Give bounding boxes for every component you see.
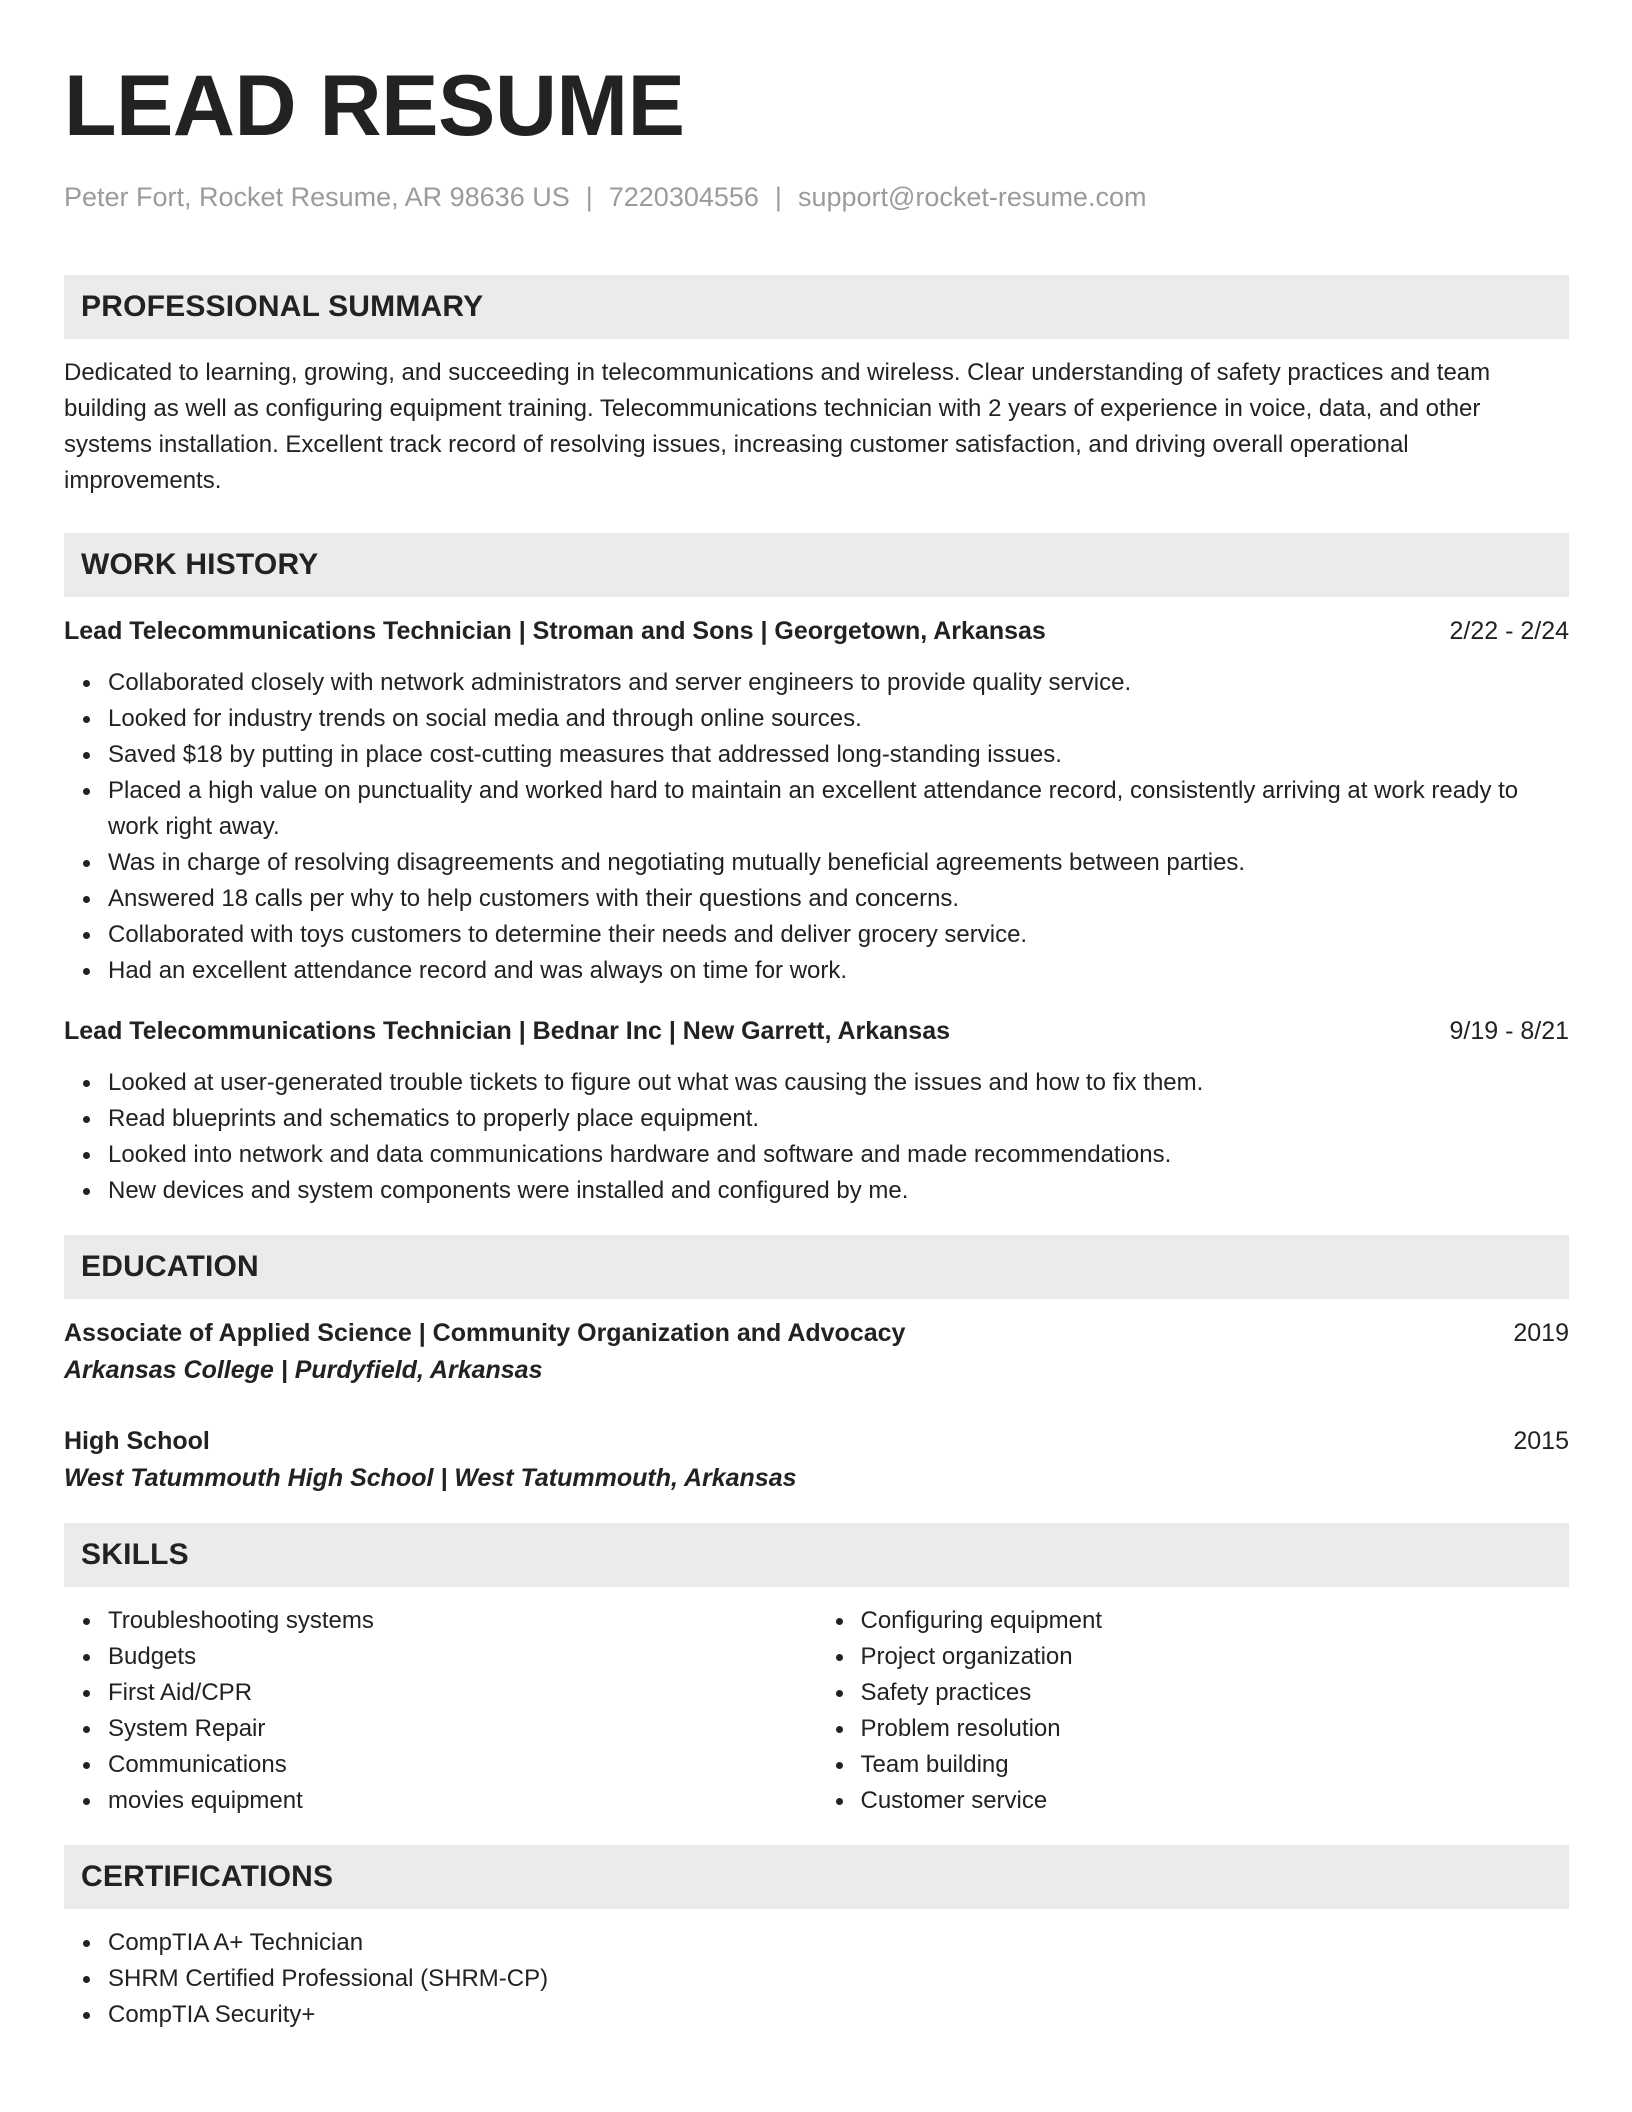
certification-item: CompTIA A+ Technician xyxy=(108,1925,1569,1961)
job-bullet: Looked for industry trends on social media and through online sources. xyxy=(108,701,1569,737)
certification-item: CompTIA Security+ xyxy=(108,1997,1569,2033)
contact-line xyxy=(64,180,1569,214)
skill-item: Problem resolution xyxy=(861,1711,1570,1747)
education-degree: Associate of Applied Science | Community Organization and Advocacy xyxy=(64,1319,906,1347)
education-year: 2015 xyxy=(1513,1427,1569,1455)
summary-text: Dedicated to learning, growing, and succeeding in telecommunications and wireless. Clear understanding of safety practices and team building as well as configuring equipment training. Telecommunications technician with 2 years of experience in voice, data, and other systems installation. Excellent track record of resolving issues, increasing customer satisfaction, and driving overall operational improvements. xyxy=(64,359,1491,494)
job-bullet: Placed a high value on punctuality and worked hard to maintain an excellent attendance record, consistently arriving at work ready to work right away. xyxy=(108,773,1569,845)
skills-columns xyxy=(64,1587,1569,1819)
skill-item: Team building xyxy=(861,1747,1570,1783)
education-school: Arkansas College | Purdyfield, Arkansas xyxy=(64,1356,543,1384)
skill-item: Configuring equipment xyxy=(861,1603,1570,1639)
section-header-education: EDUCATION xyxy=(64,1235,1569,1299)
job-bullet: Looked into network and data communications hardware and software and made recommendations. xyxy=(108,1137,1569,1173)
skill-item: Communications xyxy=(108,1747,817,1783)
job-bullet: Was in charge of resolving disagreements and negotiating mutually beneficial agreements between parties. xyxy=(108,845,1569,881)
job-title: Lead Telecommunications Technician | Bednar Inc | New Garrett, Arkansas xyxy=(64,1017,951,1045)
skill-item: Troubleshooting systems xyxy=(108,1603,817,1639)
section-header-work-history: WORK HISTORY xyxy=(64,533,1569,597)
education-school: West Tatummouth High School | West Tatummouth, Arkansas xyxy=(64,1464,797,1492)
skill-item: Project organization xyxy=(861,1639,1570,1675)
contact-address: Peter Fort, Rocket Resume, AR 98636 US xyxy=(64,182,570,212)
contact-separator: | xyxy=(585,182,593,212)
skill-item: Budgets xyxy=(108,1639,817,1675)
contact-email: support@rocket-resume.com xyxy=(797,182,1147,212)
job-dates: 2/22 - 2/24 xyxy=(1449,617,1569,645)
job-bullet: New devices and system components were installed and configured by me. xyxy=(108,1173,1569,1209)
job-bullet-list xyxy=(64,1065,1569,1209)
job-bullet: Saved $18 by putting in place cost-cutting measures that addressed long-standing issues. xyxy=(108,737,1569,773)
skill-item: System Repair xyxy=(108,1711,817,1747)
job-bullet: Collaborated closely with network administrators and server engineers to provide quality service. xyxy=(108,665,1569,701)
job-bullet-list xyxy=(64,665,1569,989)
skills-list-left xyxy=(64,1603,817,1819)
skills-list-right xyxy=(817,1603,1570,1819)
education-heading xyxy=(64,1315,1569,1351)
education-heading xyxy=(64,1423,1569,1459)
certifications-list xyxy=(64,1925,1569,2033)
job-bullet: Had an excellent attendance record and was always on time for work. xyxy=(108,953,1569,989)
education-year: 2019 xyxy=(1513,1319,1569,1347)
job-bullet: Collaborated with toys customers to determine their needs and deliver grocery service. xyxy=(108,917,1569,953)
job-title: Lead Telecommunications Technician | Stroman and Sons | Georgetown, Arkansas xyxy=(64,617,1046,645)
contact-phone: 7220304556 xyxy=(608,182,759,212)
job-heading xyxy=(64,1013,1569,1049)
section-header-skills: SKILLS xyxy=(64,1523,1569,1587)
certification-item: SHRM Certified Professional (SHRM-CP) xyxy=(108,1961,1569,1997)
skill-item: Customer service xyxy=(861,1783,1570,1819)
job-bullet: Looked at user-generated trouble tickets to figure out what was causing the issues and how to fix them. xyxy=(108,1065,1569,1101)
section-header-certifications: CERTIFICATIONS xyxy=(64,1845,1569,1909)
job-heading xyxy=(64,613,1569,649)
skill-item: First Aid/CPR xyxy=(108,1675,817,1711)
contact-separator: | xyxy=(774,182,782,212)
skill-item: Safety practices xyxy=(861,1675,1570,1711)
resume-title: LEAD RESUME xyxy=(64,58,685,154)
job-dates: 9/19 - 8/21 xyxy=(1449,1017,1569,1045)
section-header-summary: PROFESSIONAL SUMMARY xyxy=(64,275,1569,339)
job-bullet: Answered 18 calls per why to help customers with their questions and concerns. xyxy=(108,881,1569,917)
job-bullet: Read blueprints and schematics to properly place equipment. xyxy=(108,1101,1569,1137)
skill-item: movies equipment xyxy=(108,1783,817,1819)
education-degree: High School xyxy=(64,1427,210,1455)
